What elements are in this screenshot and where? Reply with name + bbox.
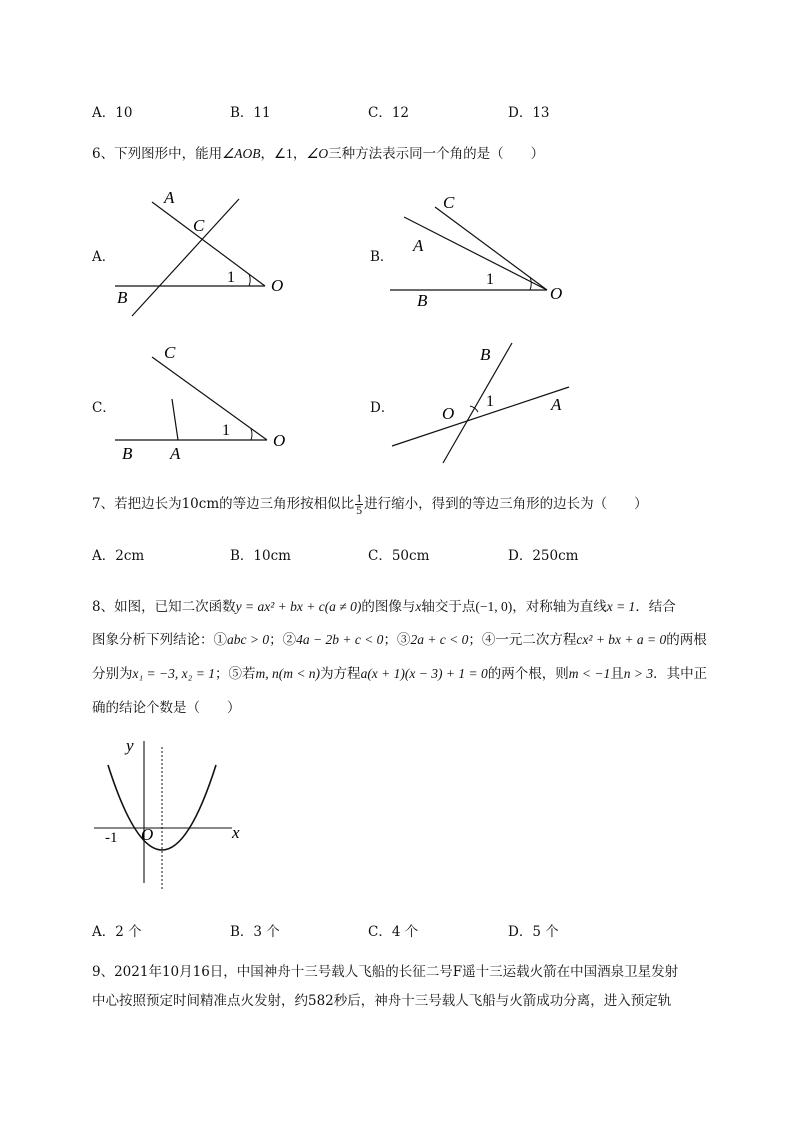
q8-l2-text-a: 图象分析下列结论：① (92, 632, 227, 648)
q8-n-condition: n > 3 (623, 666, 654, 681)
q8-option-d: D．5 个 (508, 924, 559, 940)
q7-ratio-fraction (355, 493, 363, 516)
fig-a-label-a: A (164, 188, 175, 207)
q6-sep-2: ， (292, 146, 307, 162)
graph-origin-label: O (141, 825, 154, 844)
q8-conclusion-1: abc > 0 (227, 632, 270, 647)
q8-l1-text-c: 轴交于点 (421, 599, 476, 615)
q7-option-c: C．50cm (368, 548, 430, 564)
q9-line-1: 9、2021年10月16日，中国神舟十三号载人飞船的长征二号F遥十三运载火箭在中国酒泉卫星发射 (92, 964, 679, 980)
q7-stem (92, 490, 648, 520)
q6-option-c-label: C． (92, 400, 116, 416)
q8-roots: x₁ = −3, x₂ = 1 (132, 666, 215, 681)
q6-option-a-label: A． (92, 249, 116, 265)
q8-l2-text-d: ；④一元二次方程 (468, 632, 577, 648)
q8-l1-text-e: ．结合 (635, 599, 676, 615)
q8-conclusion-2: 4a − 2b + c < 0 (296, 632, 384, 647)
fig-d-label-a: A (551, 395, 562, 414)
q7-option-d: D．250cm (508, 548, 579, 564)
q8-option-a: A．2 个 (92, 924, 142, 940)
q8-l1-text-d: ，对称轴为直线 (512, 599, 607, 615)
q6-stem-text-b: 三种方法表示同一个角的是（ ） (328, 146, 545, 162)
fig-d-label-o: O (442, 404, 455, 423)
q6-option-b-label: B． (370, 249, 394, 265)
fig-c-label-b: B (122, 444, 133, 463)
q8-l3-text-f: ．其中正 (653, 666, 708, 682)
q8-option-c: C．4 个 (368, 924, 419, 940)
q6-angle-aob: ∠AOB (222, 146, 261, 161)
q6-stem (92, 142, 544, 162)
q6-figure-c (100, 338, 300, 468)
graph-x-axis-label: x (232, 823, 240, 842)
fig-b-label-c: C (443, 193, 455, 212)
q8-conclusion-4-equation: cx² + bx + a = 0 (576, 632, 667, 647)
q8-intercept-point: (−1, 0) (475, 599, 513, 614)
q8-l3-text-d: 的两个根，则 (487, 666, 569, 682)
fig-a-label-1: 1 (227, 269, 235, 286)
q7-fraction-numerator: 1 (356, 491, 363, 505)
q8-l3-text-c: 为方程 (320, 666, 361, 682)
q6-option-d-label: D． (370, 400, 395, 416)
q6-figure-a (100, 185, 300, 325)
q6-angle-1: ∠1 (273, 146, 293, 161)
q8-option-b: B．3 个 (230, 924, 280, 940)
fig-b-label-1: 1 (486, 271, 494, 288)
q8-symmetry-axis: x = 1 (606, 599, 636, 614)
q8-l1-text-b: 的图像与 (361, 599, 416, 615)
fig-b-label-a: A (413, 236, 424, 255)
q7-fraction-denominator: 5 (356, 503, 363, 517)
q5-option-a: A．10 (92, 105, 133, 121)
q9-line-2: 中心按照预定时间精准点火发射，约582秒后，神舟十三号载人飞船与火箭成功分离，进入预定轨 (92, 993, 672, 1009)
q5-option-c: C．12 (368, 105, 410, 121)
q5-option-b: B．11 (230, 105, 271, 121)
fig-c-label-a: A (170, 444, 181, 463)
fig-b-label-o: O (550, 284, 563, 303)
q8-m-n: m, n(m < n) (255, 666, 321, 681)
fig-b-label-b: B (417, 291, 428, 310)
q7-stem-text-b: 进行缩小，得到的等边三角形的边长为（ ） (364, 496, 648, 512)
fig-d-label-b: B (480, 345, 491, 364)
fig-c-label-1: 1 (222, 422, 230, 439)
q8-quadratic-function: y = ax² + bx + c(a ≠ 0) (235, 599, 362, 614)
graph-neg1-label: -1 (105, 830, 118, 846)
q6-figure-b (380, 185, 590, 325)
q8-l1-text-a: 8、如图，已知二次函数 (92, 599, 236, 615)
q7-stem-text-a: 7、若把边长为10cm的等边三角形按相似比 (92, 496, 355, 512)
fig-c-label-c: C (164, 343, 176, 362)
q8-equation-5: a(x + 1)(x − 3) + 1 = 0 (360, 666, 488, 681)
q8-line-3 (92, 662, 707, 682)
q8-l3-text-e: 且 (610, 666, 624, 682)
q6-stem-text-a: 6、下列图形中，能用 (92, 146, 223, 162)
q8-m-condition: m < −1 (568, 666, 611, 681)
q8-line-1 (92, 595, 676, 615)
fig-a-label-c: C (193, 216, 205, 235)
q8-line-4: 确的结论个数是（ ） (92, 700, 241, 716)
q6-figure-d (380, 338, 590, 468)
graph-y-axis-label: y (126, 736, 134, 755)
q8-line-2 (92, 628, 707, 648)
q8-l2-text-b: ；② (269, 632, 297, 648)
q8-l2-text-c: ；③ (383, 632, 411, 648)
fig-d-label-1: 1 (486, 393, 494, 410)
q8-l2-text-e: 的两根 (666, 632, 707, 648)
fig-c-label-o: O (273, 431, 286, 450)
q5-option-d: D．13 (508, 105, 550, 121)
q6-angle-o: ∠O (306, 146, 329, 161)
q8-x-variable: x (415, 599, 422, 614)
q8-l3-text-a: 分别为 (92, 666, 133, 682)
q8-l3-text-b: ；⑤若 (214, 666, 256, 682)
q8-conclusion-3: 2a + c < 0 (410, 632, 469, 647)
fig-a-label-b: B (117, 288, 128, 307)
q6-sep-1: ， (260, 146, 274, 162)
fig-a-label-o: O (271, 276, 284, 295)
q7-option-a: A．2cm (92, 548, 145, 564)
q8-parabola-graph (88, 735, 258, 895)
q7-option-b: B．10cm (230, 548, 291, 564)
